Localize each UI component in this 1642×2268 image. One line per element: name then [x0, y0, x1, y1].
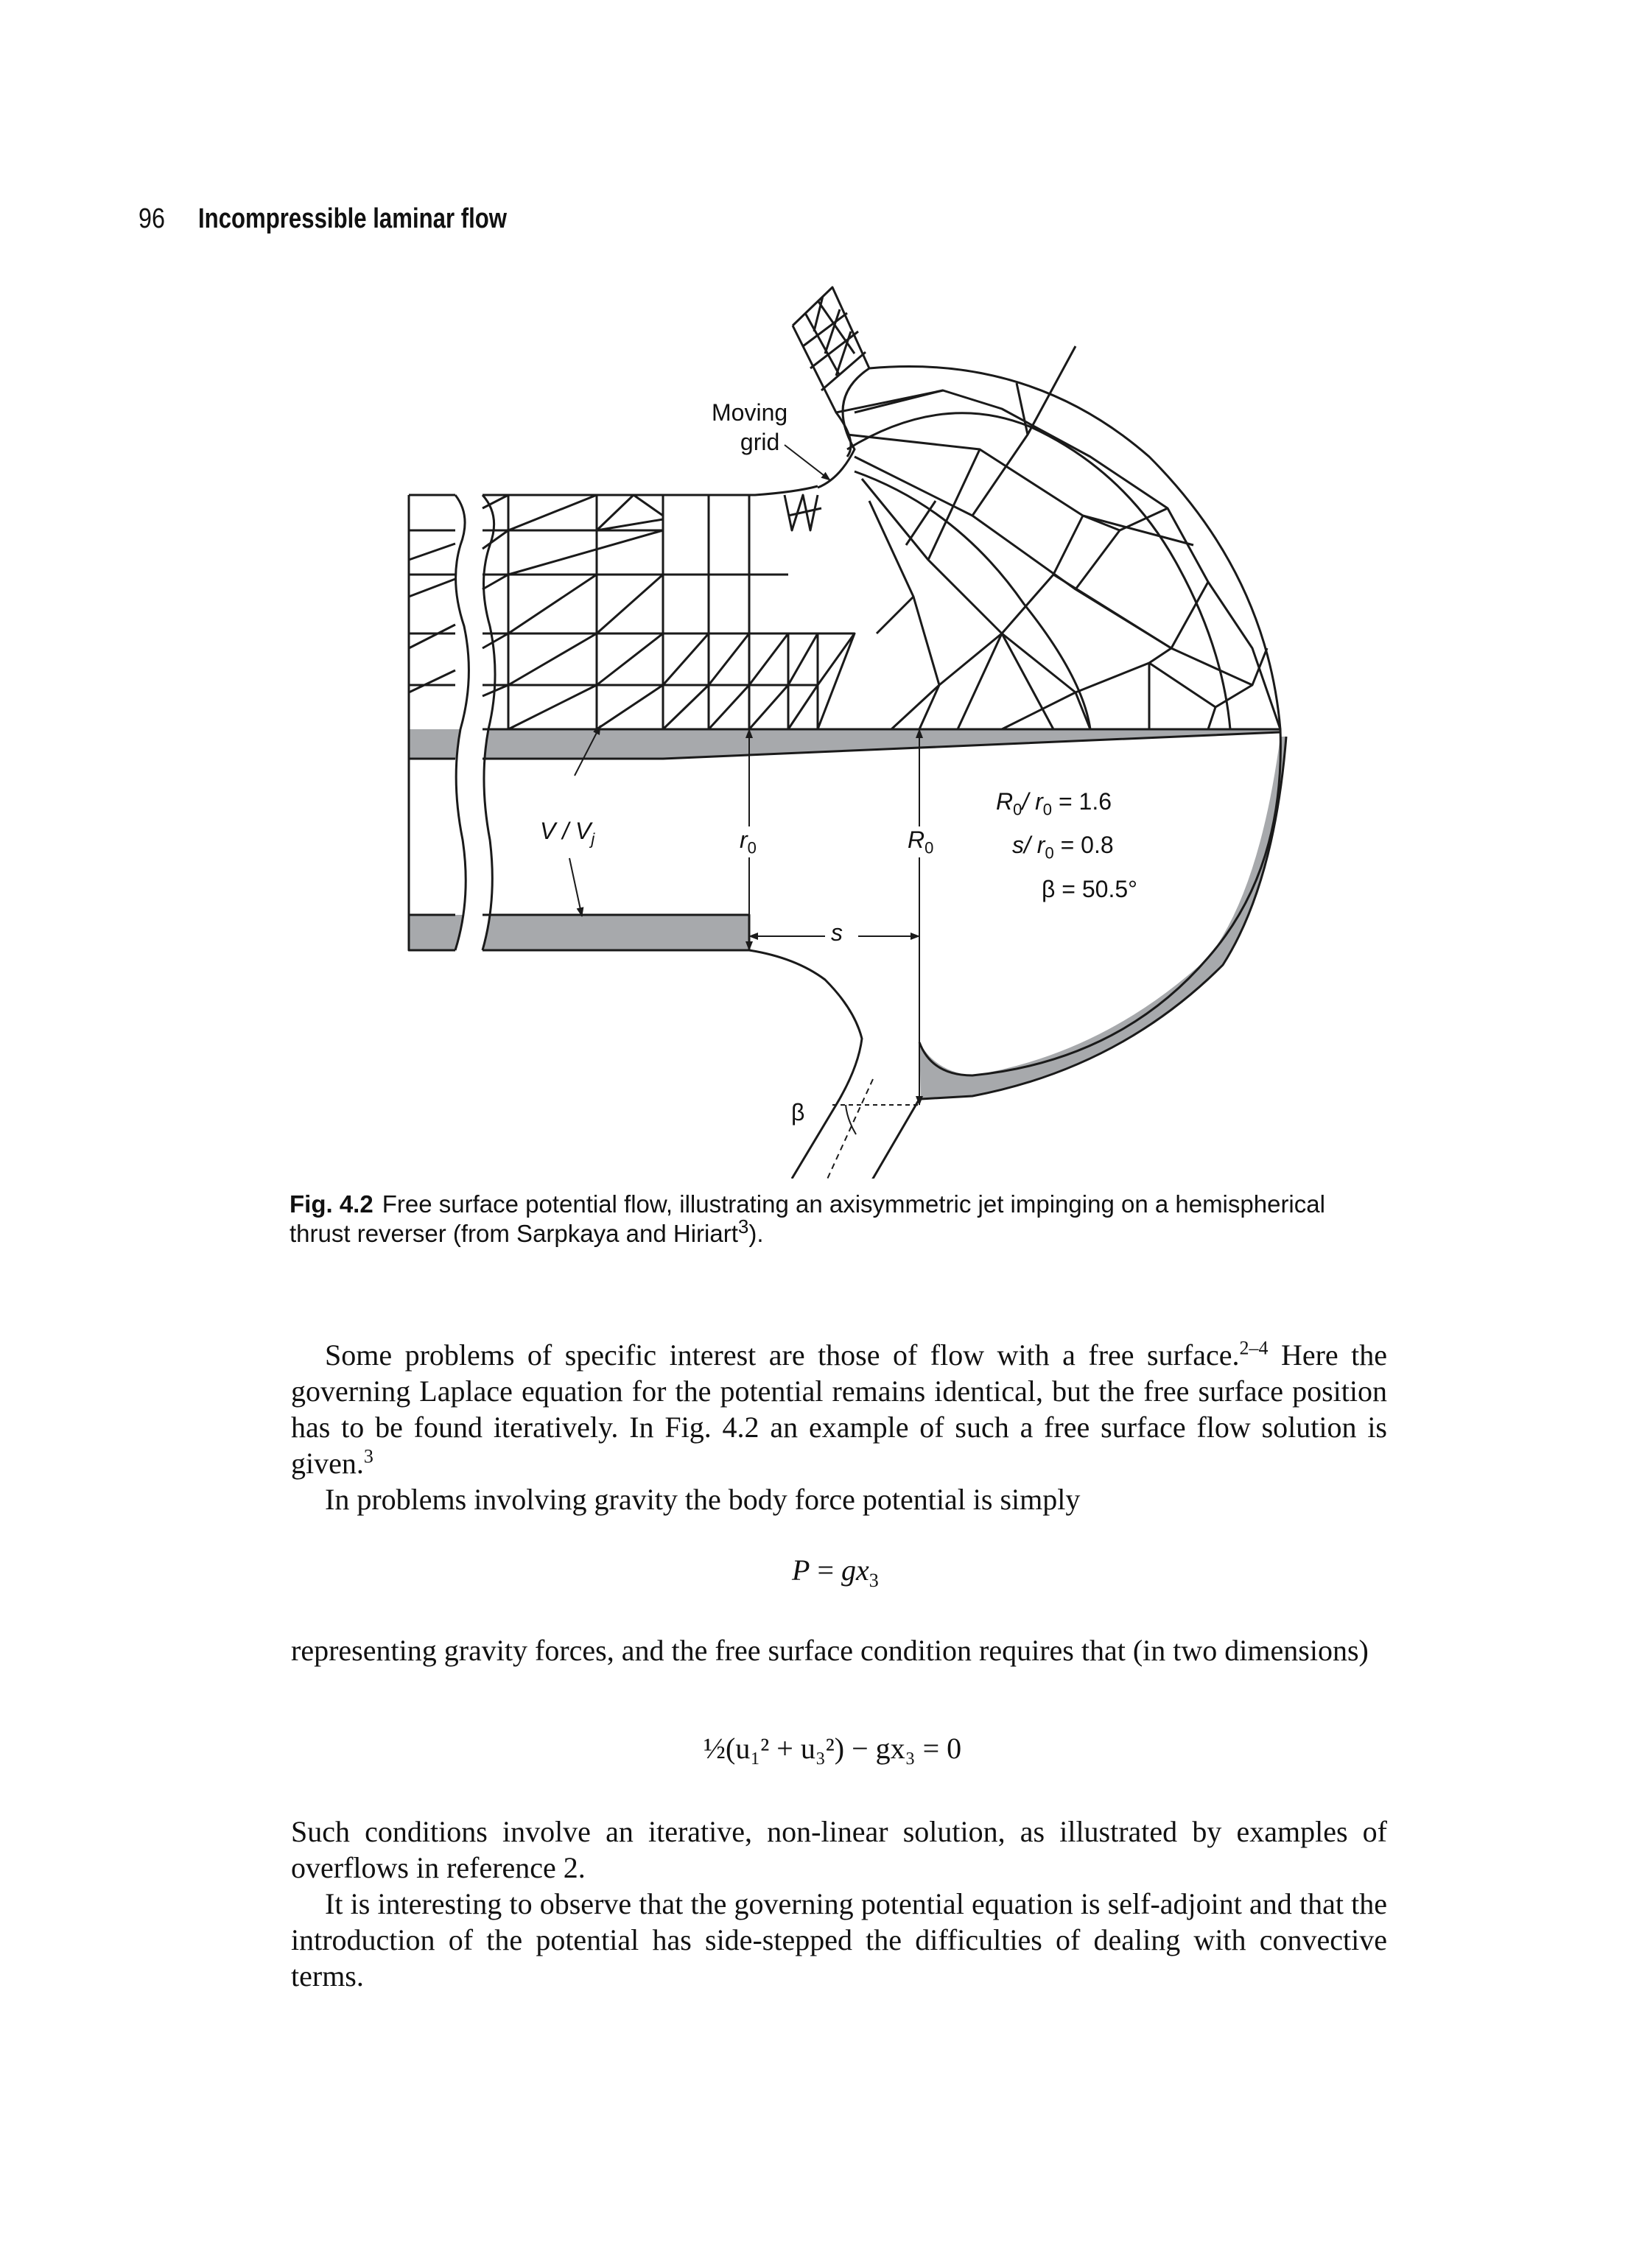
paragraph-3: [291, 1632, 1387, 1668]
beta-label: [791, 1099, 804, 1126]
moving-grid-label-line2: grid: [740, 429, 780, 455]
eq1-lhs: P: [792, 1553, 810, 1587]
param-value: = 1.6: [1052, 788, 1112, 815]
velocity-ratio-label: [540, 818, 594, 849]
eq1-equals: =: [810, 1553, 841, 1587]
param-mid: / r: [1024, 832, 1045, 859]
running-title: Incompressible laminar flow: [197, 203, 507, 234]
para2-text: In problems involving gravity the body force potential is simply: [325, 1483, 1081, 1516]
param-value: = 50.5°: [1055, 875, 1137, 902]
caption-end: ).: [748, 1220, 764, 1247]
param-s-over-r0: [996, 827, 1137, 871]
figure-number: Fig. 4.2: [290, 1190, 373, 1218]
param-lhs: s: [1012, 832, 1024, 859]
velocity-ratio-sub: j: [591, 829, 595, 849]
param-beta: [996, 871, 1137, 907]
r0-label: [740, 826, 757, 857]
eq2-text: ½(u₁² + u₃²) − gx₃ = 0: [704, 1732, 962, 1765]
paragraph-4: [291, 1814, 1387, 1886]
param-mid-sub: 0: [1045, 843, 1054, 863]
moving-grid-label: [712, 398, 787, 457]
para3-text: representing gravity forces, and the free surface condition requires that (in two dimensions): [291, 1634, 1369, 1667]
param-mid-sub: 0: [1042, 800, 1053, 819]
param-value: = 0.8: [1053, 832, 1114, 859]
param-lhs: R: [996, 788, 1014, 815]
eq1-rhs: gx: [841, 1553, 869, 1587]
lower-free-surface: [749, 950, 862, 1179]
para1-text-b: Here the governing Laplace equation for the potential remains identical, but the free surface position has to be found iteratively. In Fig. 4.2 an example of such a free surface flow solution is given.: [291, 1338, 1387, 1480]
page-number: 96: [138, 203, 165, 234]
para4-text: Such conditions involve an iterative, non-linear solution, as illustrated by examples of overflows in reference 2.: [291, 1815, 1387, 1884]
param-R0-over-r0: [996, 784, 1137, 827]
para5-text: It is interesting to observe that the governing potential equation is self-adjoint and that the introduction of the potential has side-stepped the difficulties of dealing with convective terms.: [291, 1887, 1387, 1993]
upper-shaded-jet-layer: [409, 729, 1280, 759]
caption-text: Free surface potential flow, illustrating an axisymmetric jet impinging on a hemispherical thrust reverser (from Sarpkaya and Hiriart: [290, 1190, 1325, 1247]
paragraph-5: [291, 1886, 1387, 1994]
caption-reference: 3: [737, 1215, 749, 1237]
moving-grid-label-line1: Moving: [712, 399, 788, 426]
para1-text-a: Some problems of specific interest are those of flow with a free surface.: [325, 1338, 1240, 1372]
equation-free-surface: [704, 1731, 961, 1766]
R0-label: [908, 826, 933, 857]
s-label: [831, 919, 843, 947]
R0-text: R: [908, 826, 925, 853]
param-lhs-sub: 0: [1013, 800, 1022, 819]
eq1-sub: 3: [869, 1570, 879, 1591]
velocity-ratio-text: V / V: [540, 818, 592, 844]
figure-caption: [290, 1190, 1387, 1249]
parameter-list: [996, 784, 1137, 907]
paragraph-2: [291, 1481, 1387, 1517]
equation-body-force: [792, 1553, 879, 1592]
beta-text: β: [791, 1099, 805, 1126]
paragraph-1: [291, 1337, 1387, 1481]
param-mid: / r: [1022, 788, 1043, 815]
param-lhs: β: [1042, 875, 1056, 902]
R0-sub: 0: [924, 838, 934, 857]
reference-3: 3: [363, 1445, 373, 1467]
s-text: s: [831, 919, 843, 946]
r0-text: r: [740, 826, 748, 853]
reference-2-4: 2–4: [1239, 1337, 1269, 1359]
r0-sub: 0: [747, 838, 757, 857]
